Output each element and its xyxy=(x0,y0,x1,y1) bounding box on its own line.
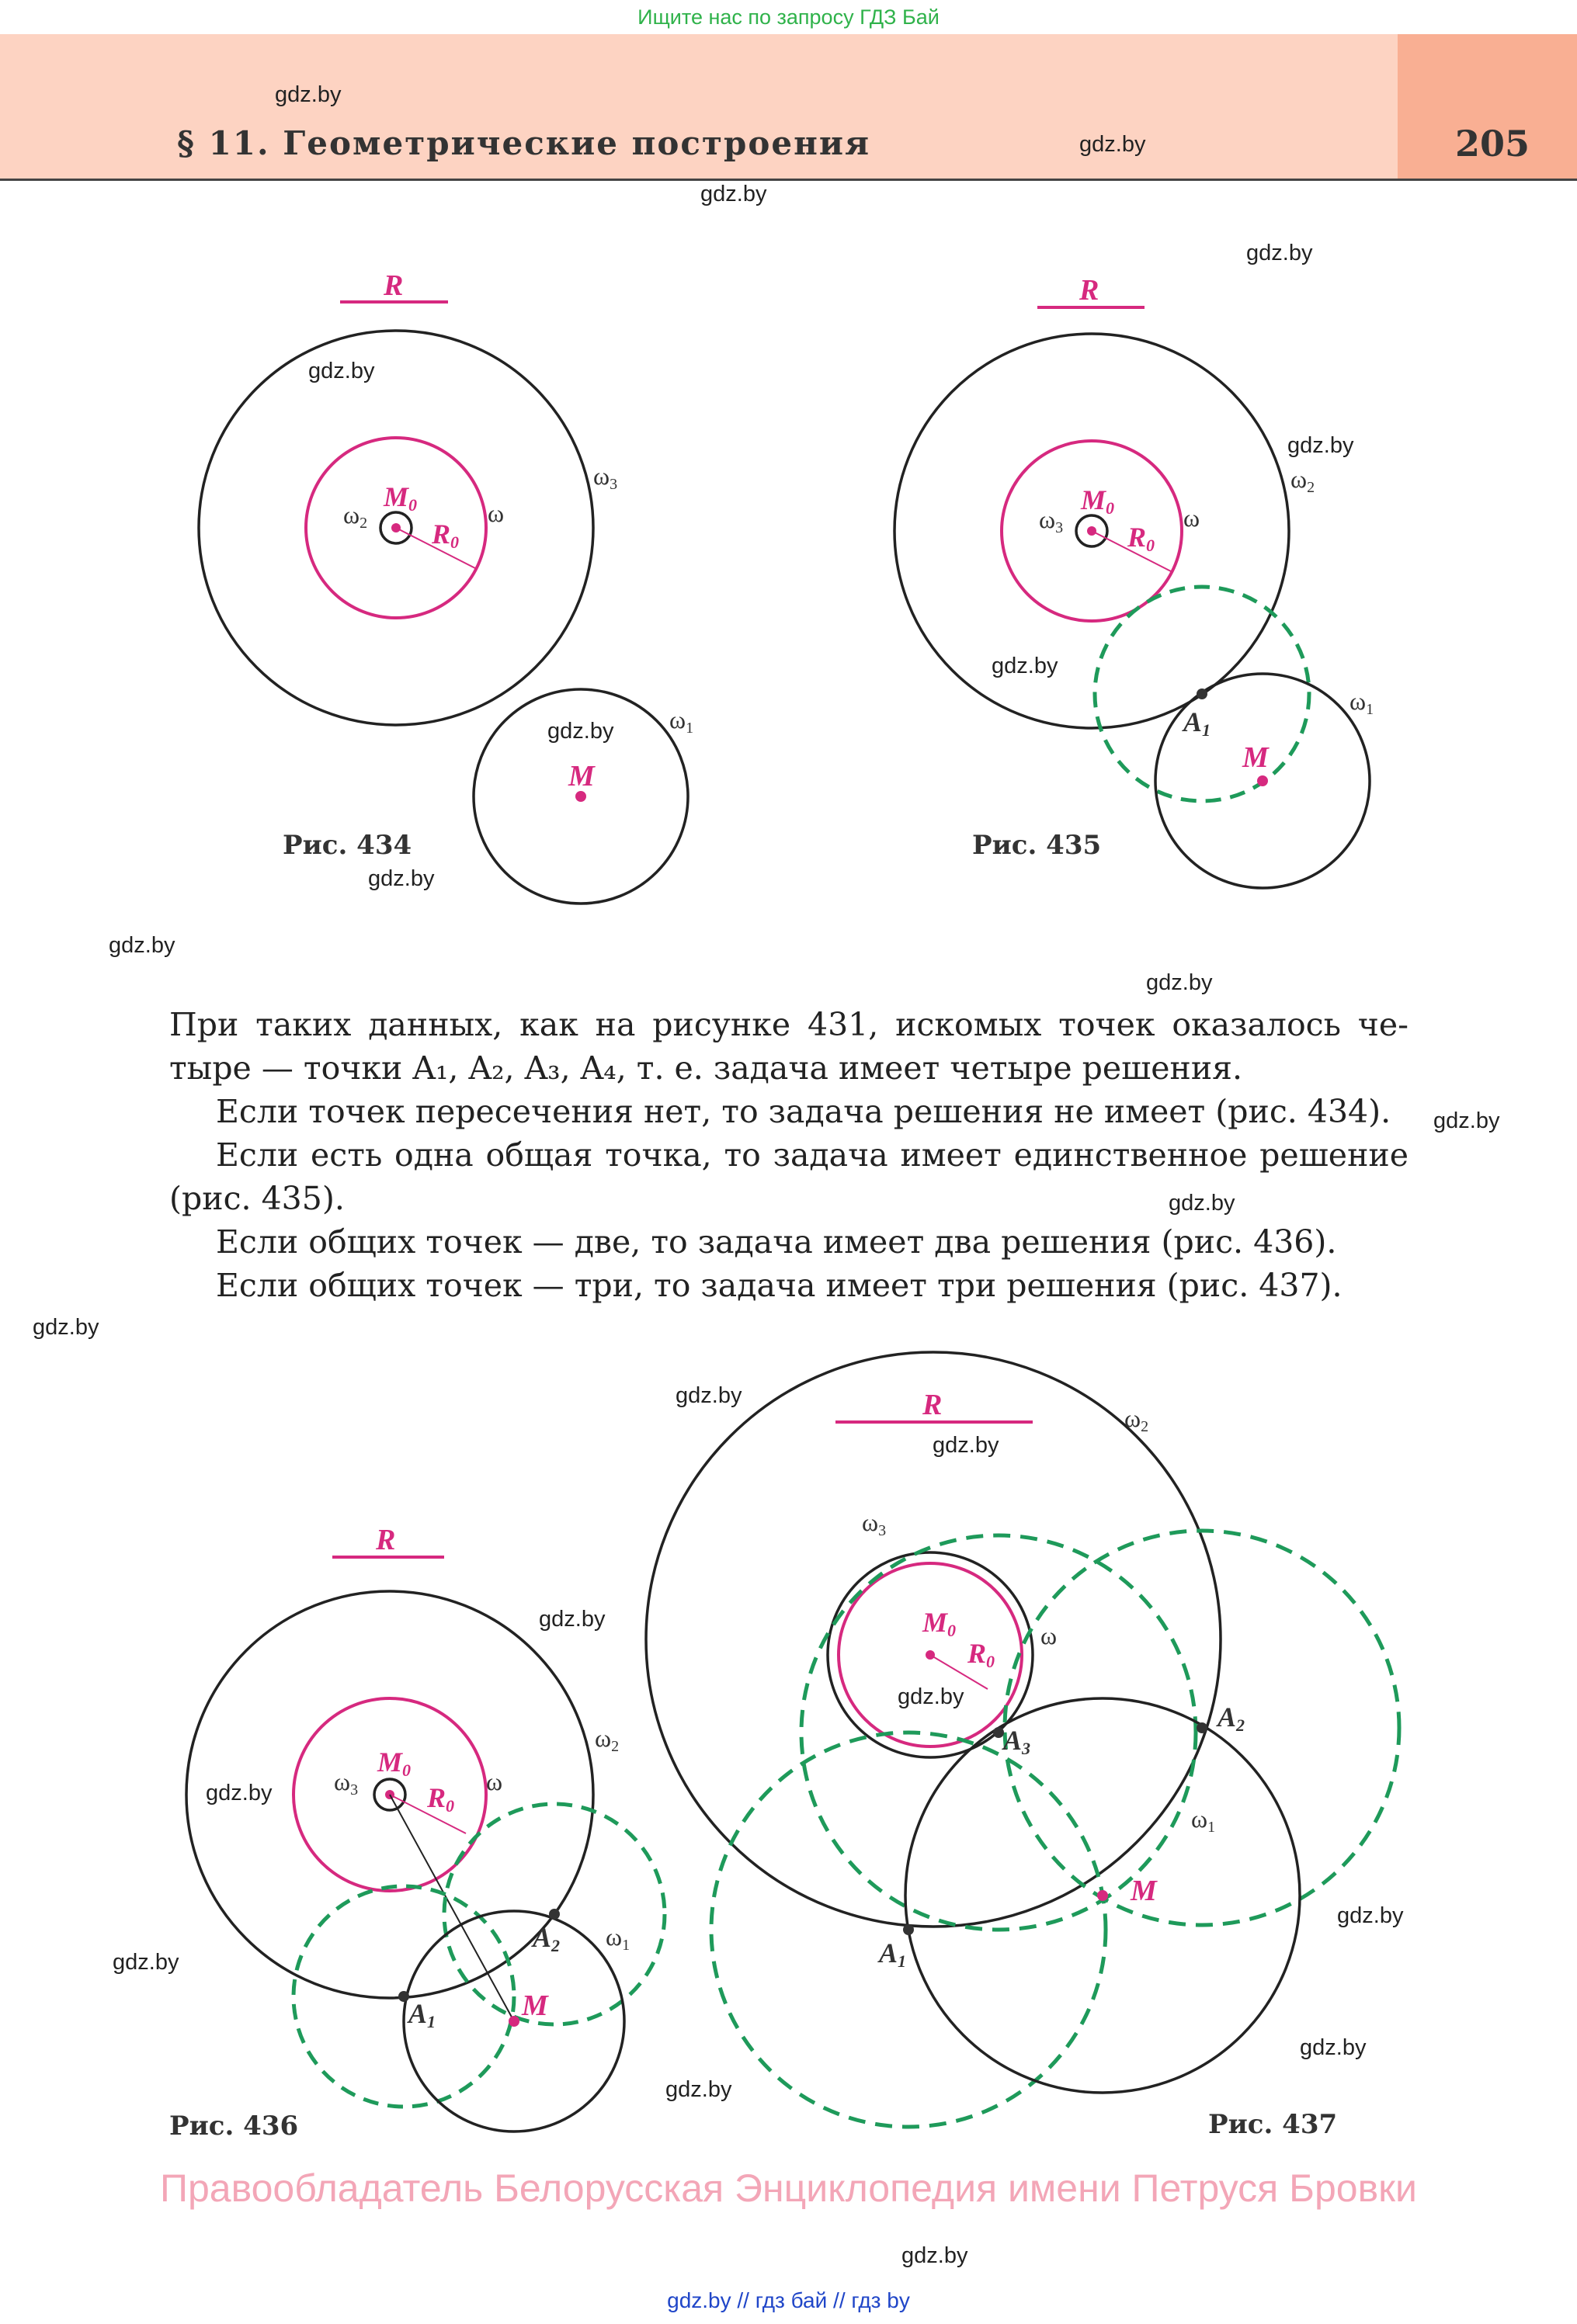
paragraph-5: Если общих точек — три, то задача имеет три решения (рис. 437). xyxy=(216,1267,1343,1304)
caption-fig-437: Рис. 437 xyxy=(1208,2109,1338,2140)
watermark: gdz.by xyxy=(901,2243,968,2268)
watermark: gdz.by xyxy=(1079,132,1146,157)
top-banner[interactable]: Ищите нас по запросу ГДЗ Бай xyxy=(637,5,940,29)
watermark: gdz.by xyxy=(1169,1191,1235,1216)
label-m0: M0 xyxy=(922,1607,957,1640)
page-number: 205 xyxy=(1455,123,1530,165)
label-omega3: ω3 xyxy=(1039,505,1064,536)
point-a2 xyxy=(1197,1722,1207,1733)
label-r: R xyxy=(922,1389,943,1421)
watermark: gdz.by xyxy=(206,1781,273,1805)
label-omega3: ω3 xyxy=(862,1508,887,1539)
caption-fig-434: Рис. 434 xyxy=(283,830,412,861)
watermark: gdz.by xyxy=(539,1607,606,1632)
paragraph-1-line-1: При таких данных, как на рисунке 431, искомых точек оказалось че- xyxy=(169,1006,1409,1043)
label-r0: R0 xyxy=(967,1638,995,1671)
label-a1: A1 xyxy=(408,1998,436,2031)
watermark: gdz.by xyxy=(113,1950,179,1975)
label-omega1: ω1 xyxy=(669,706,694,737)
label-r0: R0 xyxy=(432,519,460,552)
label-r: R xyxy=(384,269,404,302)
label-omega1: ω1 xyxy=(1349,687,1374,718)
label-m: M xyxy=(522,1989,548,2022)
label-m: M xyxy=(1131,1875,1157,1907)
label-a2: A2 xyxy=(1217,1701,1245,1735)
point-a3 xyxy=(993,1727,1004,1738)
label-omega: ω xyxy=(1183,504,1200,532)
watermark: gdz.by xyxy=(308,359,375,383)
label-r: R xyxy=(376,1524,396,1556)
watermark: gdz.by xyxy=(700,182,767,206)
watermark: gdz.by xyxy=(368,866,435,891)
label-m0: M0 xyxy=(377,1746,412,1780)
section-title: § 11. Геометрические построения xyxy=(177,124,870,162)
point-m xyxy=(1097,1890,1108,1901)
label-a1: A1 xyxy=(879,1937,907,1971)
label-omega2: ω2 xyxy=(343,501,368,532)
watermark: gdz.by xyxy=(547,719,614,744)
watermark: gdz.by xyxy=(109,933,175,958)
watermark: gdz.by xyxy=(275,82,342,107)
paragraph-3-line-2: (рис. 435). xyxy=(169,1180,345,1217)
label-omega1: ω1 xyxy=(1191,1805,1216,1836)
watermark: gdz.by xyxy=(1337,1903,1404,1928)
watermark: gdz.by xyxy=(992,654,1058,678)
label-r0: R0 xyxy=(427,1782,455,1816)
label-m: M xyxy=(1242,741,1269,774)
footer-links[interactable]: gdz.by // гдз бай // гдз by xyxy=(667,2288,910,2312)
label-m0: M0 xyxy=(1081,484,1115,518)
footer-credit: Правообладатель Белорусская Энциклопедия имени Петруся Бровки xyxy=(160,2166,1417,2210)
caption-fig-436: Рис. 436 xyxy=(169,2111,299,2142)
label-omega: ω xyxy=(1040,1622,1058,1649)
watermark: gdz.by xyxy=(933,1433,999,1458)
watermark: gdz.by xyxy=(676,1383,742,1408)
paragraph-4: Если общих точек — две, то задача имеет два решения (рис. 436). xyxy=(216,1223,1337,1261)
watermark: gdz.by xyxy=(1146,970,1213,995)
label-m: M xyxy=(568,760,595,793)
label-omega3: ω3 xyxy=(593,462,618,493)
label-omega1: ω1 xyxy=(606,1923,630,1954)
watermark: gdz.by xyxy=(1300,2035,1367,2060)
label-r0: R0 xyxy=(1127,522,1155,555)
label-a1: A1 xyxy=(1183,706,1211,740)
label-a3: A3 xyxy=(1003,1725,1031,1758)
watermark: gdz.by xyxy=(1287,433,1354,458)
paragraph-2: Если точек пересечения нет, то задача решения не имеет (рис. 434). xyxy=(216,1093,1391,1130)
label-omega: ω xyxy=(488,499,505,527)
label-omega3: ω3 xyxy=(334,1767,359,1798)
paragraph-1-line-2: тыре — точки A₁, A₂, A₃, A₄, т. е. задача имеет четыре решения. xyxy=(169,1049,1243,1087)
label-omega2: ω2 xyxy=(1290,465,1315,496)
label-m0: M0 xyxy=(384,481,418,515)
label-a2: A2 xyxy=(533,1922,561,1955)
point-a1 xyxy=(903,1924,914,1935)
label-omega: ω xyxy=(486,1767,503,1795)
watermark: gdz.by xyxy=(665,2077,732,2102)
watermark: gdz.by xyxy=(898,1684,964,1709)
paragraph-3-line-1: Если есть одна общая точка, то задача имеет единственное решение xyxy=(216,1136,1409,1174)
watermark: gdz.by xyxy=(33,1315,99,1340)
label-omega2: ω2 xyxy=(595,1724,620,1755)
caption-fig-435: Рис. 435 xyxy=(972,830,1102,861)
watermark: gdz.by xyxy=(1433,1108,1500,1133)
label-omega2: ω2 xyxy=(1124,1404,1149,1435)
watermark: gdz.by xyxy=(1246,241,1313,265)
label-r: R xyxy=(1079,274,1099,307)
